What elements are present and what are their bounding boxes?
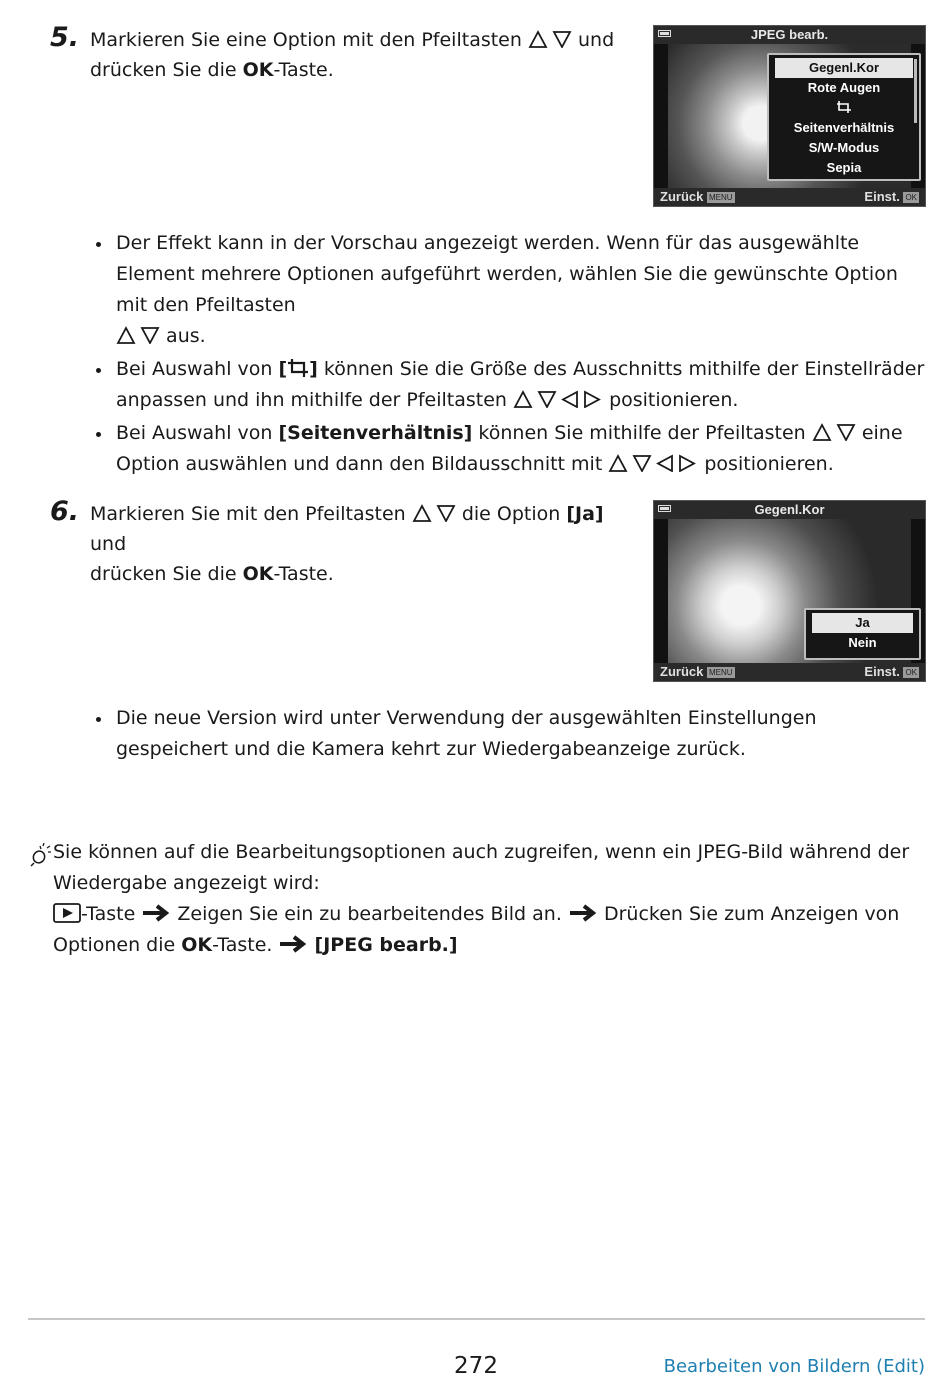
arrow-four-way-icon — [513, 390, 603, 408]
menu-item-sepia[interactable]: Sepia — [826, 160, 862, 175]
set-hint: Einst. OK — [864, 664, 917, 679]
set-hint: Einst. OK — [864, 189, 917, 204]
tip-text: Sie können auf die Bearbeitungsoptionen auch zugreifen, wenn ein JPEG-Bild während der Wiedergabe angezeigt wird: -Taste Zeigen Sie ein zu bearbeitendes Bild an. Drücken Sie zum Anzeigen von Optionen die OK-Taste. [JPEG bearb.] — [53, 841, 910, 956]
back-hint: Zurück MENU — [660, 664, 733, 679]
step-6-text: Markieren Sie mit den Pfeiltasten die Option [Ja] und drücken Sie die OK-Taste. — [90, 503, 604, 585]
arrow-up-down-icon — [116, 326, 160, 344]
camera-screen-jpeg-edit — [653, 25, 926, 207]
arrow-four-way-icon — [608, 454, 698, 472]
menu-scrollbar[interactable] — [914, 59, 917, 123]
list-item: Der Effekt kann in der Vorschau angezeigt werden. Wenn für das ausgewählte Element mehrere Optionen aufgeführt werden, wählen Sie die gewünschte Option mit den Pfeiltasten aus. — [96, 228, 926, 352]
arrow-up-down-icon — [812, 423, 856, 441]
edit-options-menu — [767, 53, 921, 181]
menu-item-gegenl-kor[interactable]: Gegenl.Kor — [775, 58, 913, 78]
menu-key-badge: MENU — [708, 668, 733, 677]
confirm-menu — [804, 608, 921, 660]
arrow-up-down-icon — [528, 30, 572, 48]
screen-title: JPEG bearb. — [654, 26, 925, 44]
step-5-text-c: drücken Sie die — [90, 59, 237, 81]
step-5-text-b: und — [578, 29, 615, 51]
step-5-notes — [96, 228, 926, 482]
menu-item-nein[interactable]: Nein — [848, 635, 877, 650]
crop-icon — [287, 358, 309, 378]
step-5-text-d: -Taste. — [273, 59, 334, 81]
battery-icon — [658, 30, 672, 37]
arrow-right-icon — [278, 934, 308, 954]
arrow-right-icon — [141, 903, 171, 923]
step-number-6: 6. — [50, 496, 80, 527]
step-6-notes — [96, 703, 926, 767]
list-item: Bei Auswahl von [Seitenverhältnis] können Sie mithilfe der Pfeiltasten eine Option auswählen und dann den Bildausschnitt mit positionieren. — [96, 418, 926, 480]
camera-screen-confirm — [653, 500, 926, 682]
step-5-text-a: Markieren Sie eine Option mit den Pfeiltasten — [90, 29, 522, 51]
menu-item-ja[interactable]: Ja — [812, 613, 913, 633]
section-link[interactable]: Bearbeiten von Bildern (Edit) — [663, 1356, 925, 1377]
screen-title: Gegenl.Kor — [654, 501, 925, 519]
ok-key-label: OK — [242, 563, 274, 585]
playback-button-icon — [53, 903, 81, 923]
tip-icon — [30, 843, 52, 867]
battery-icon — [658, 505, 672, 512]
step-5-text — [90, 25, 630, 85]
crop-icon — [836, 100, 852, 114]
menu-key-badge: MENU — [708, 193, 733, 202]
screen-bottom-bar — [654, 663, 925, 681]
menu-item-rote-augen[interactable]: Rote Augen — [807, 80, 881, 95]
step-number-5: 5. — [50, 22, 80, 53]
ok-key-badge: OK — [905, 668, 917, 677]
list-item: Bei Auswahl von [ ] können Sie die Größe des Ausschnitts mithilfe der Einstellräder anpassen und ihn mithilfe der Pfeiltasten positionieren. — [96, 354, 926, 416]
back-hint: Zurück MENU — [660, 189, 733, 204]
ok-key-label: OK — [242, 59, 274, 81]
list-item: Die neue Version wird unter Verwendung der ausgewählten Einstellungen gespeichert und die Kamera kehrt zur Wiedergabeanzeige zurück. — [96, 703, 926, 765]
page-number: 272 — [454, 1353, 498, 1379]
menu-item-crop[interactable] — [769, 98, 919, 118]
ok-key-label: OK — [181, 934, 213, 956]
footer-divider — [28, 1318, 925, 1320]
ok-key-badge: OK — [905, 193, 917, 202]
arrow-up-down-icon — [412, 504, 456, 522]
arrow-right-icon — [568, 903, 598, 923]
menu-item-sw-modus[interactable]: S/W-Modus — [808, 140, 880, 155]
screen-bottom-bar — [654, 188, 925, 206]
menu-item-seitenverhaeltnis[interactable]: Seitenverhältnis — [793, 120, 895, 135]
